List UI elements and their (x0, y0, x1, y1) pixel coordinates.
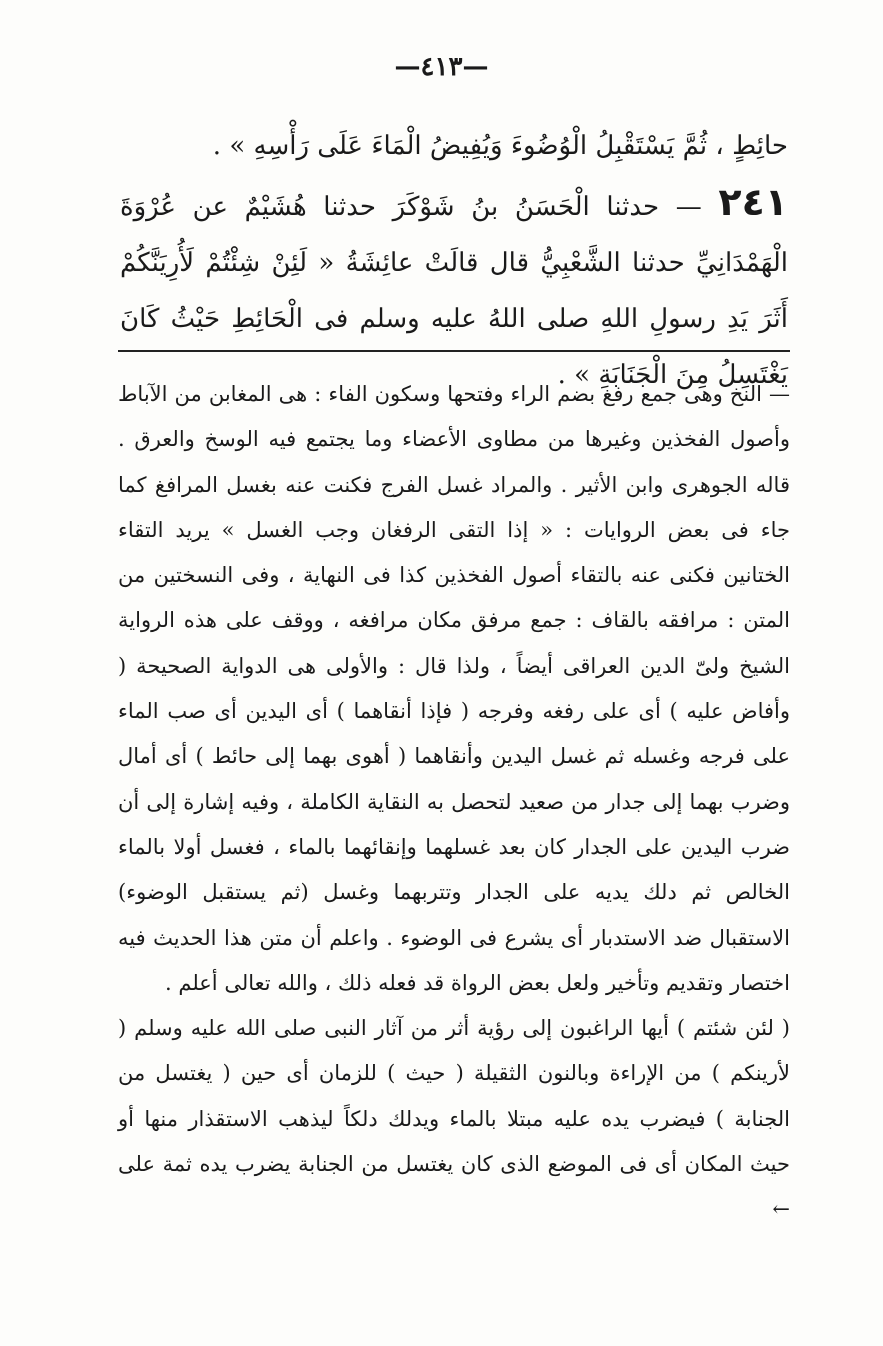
hadith-continuation: حائِطٍ ، ثُمَّ يَسْتَقْبِلُ الْوُضُوءَ وَيُفِيضُ الْمَاءَ عَلَى رَأْسِهِ » . (212, 131, 788, 161)
commentary-paragraph-1: — النخ وهى جمع رفغ بضم الراء وفتحها وسكون الفاء : هى المغابن من الآباط وأصول الفخذين وغيرها من مطاوى الأعضاء وما يجتمع فيه الوسخ والعرق . قاله الجوهرى وابن الأثير . والمراد غسل الفرج فكنت عنه بغسل المرافغ كما جاء فى بعض الروايات : « إذا التقى الرفغان وجب الغسل » يريد التقاء الختانين فكنى عنه بالتقاء أصول الفخذين كذا فى النهاية ، وفى النسختين من المتن : مرافقه بالقاف : جمع مرفق مكان مرافغه ، ووقف على هذه الرواية الشيخ ولىّ الدين العراقى أيضاً ، ولذا قال : والأولى هى الدواية الصحيحة ( وأفاض عليه ) أى على رفغه وفرجه ( فإذا أنقاهما ) أى اليدين أى صب الماء على فرجه وغسله ثم غسل اليدين وأنقاهما ( أهوى بهما إلى حائط ) أى أمال وضرب بهما إلى جدار من صعيد لتحصل به النقاية الكاملة ، وفيه إشارة إلى أن ضرب اليدين على الجدار كان بعد غسلهما وإنقائهما بالماء ، فغسل أولا بالماء الخالص ثم دلك يديه على الجدار وتتربهما وغسل (ثم يستقبل الوضوء) الاستقبال ضد الاستدبار أى يشرع فى الوضوء . واعلم أن متن هذا الحديث فيه اختصار وتقديم وتأخير ولعل بعض الرواة قد فعله ذلك ، والله تعالى أعلم . (118, 382, 790, 995)
hadith-241 (120, 174, 788, 403)
hadith-block (120, 118, 788, 403)
commentary-block (118, 372, 790, 1233)
hadith-text: — حدثنا الْحَسَنُ بنُ شَوْكَرَ حدثنا هُشَيْمٌ عن عُرْوَةَ الْهَمْدَانِيِّ حدثنا الشَّعْبِيُّ قال قالَتْ عائِشَةُ « لَئِنْ شِئْتُمْ لَأُرِيَنَّكُمْ أَثَرَ يَدِ رسولِ اللهِ صلى اللهُ عليه وسلم فى الْحَائِطِ حَيْثُ كَانَ يَغْتَسِلُ مِنَ الْجَنَابَةِ » . (120, 192, 788, 390)
commentary-paragraph-2: ( لئن شئتم ) أيها الراغبون إلى رؤية أثر من آثار النبى صلى الله عليه وسلم ( لأرينكم ) من الإراءة وبالنون الثقيلة ( حيث ) للزمان أى حين ( يغتسل من الجنابة ) فيضرب يده عليه مبتلا بالماء ويدلك دلكاً ليذهب الاستقذار منها أو حيث المكان أى فى الموضع الذى كان يغتسل من الجنابة يضرب يده ثمة على ← (118, 1016, 790, 1222)
section-divider (118, 350, 790, 352)
page-number: —٤١٣— (394, 52, 489, 82)
hadith-number: ٢٤١ (718, 180, 788, 224)
